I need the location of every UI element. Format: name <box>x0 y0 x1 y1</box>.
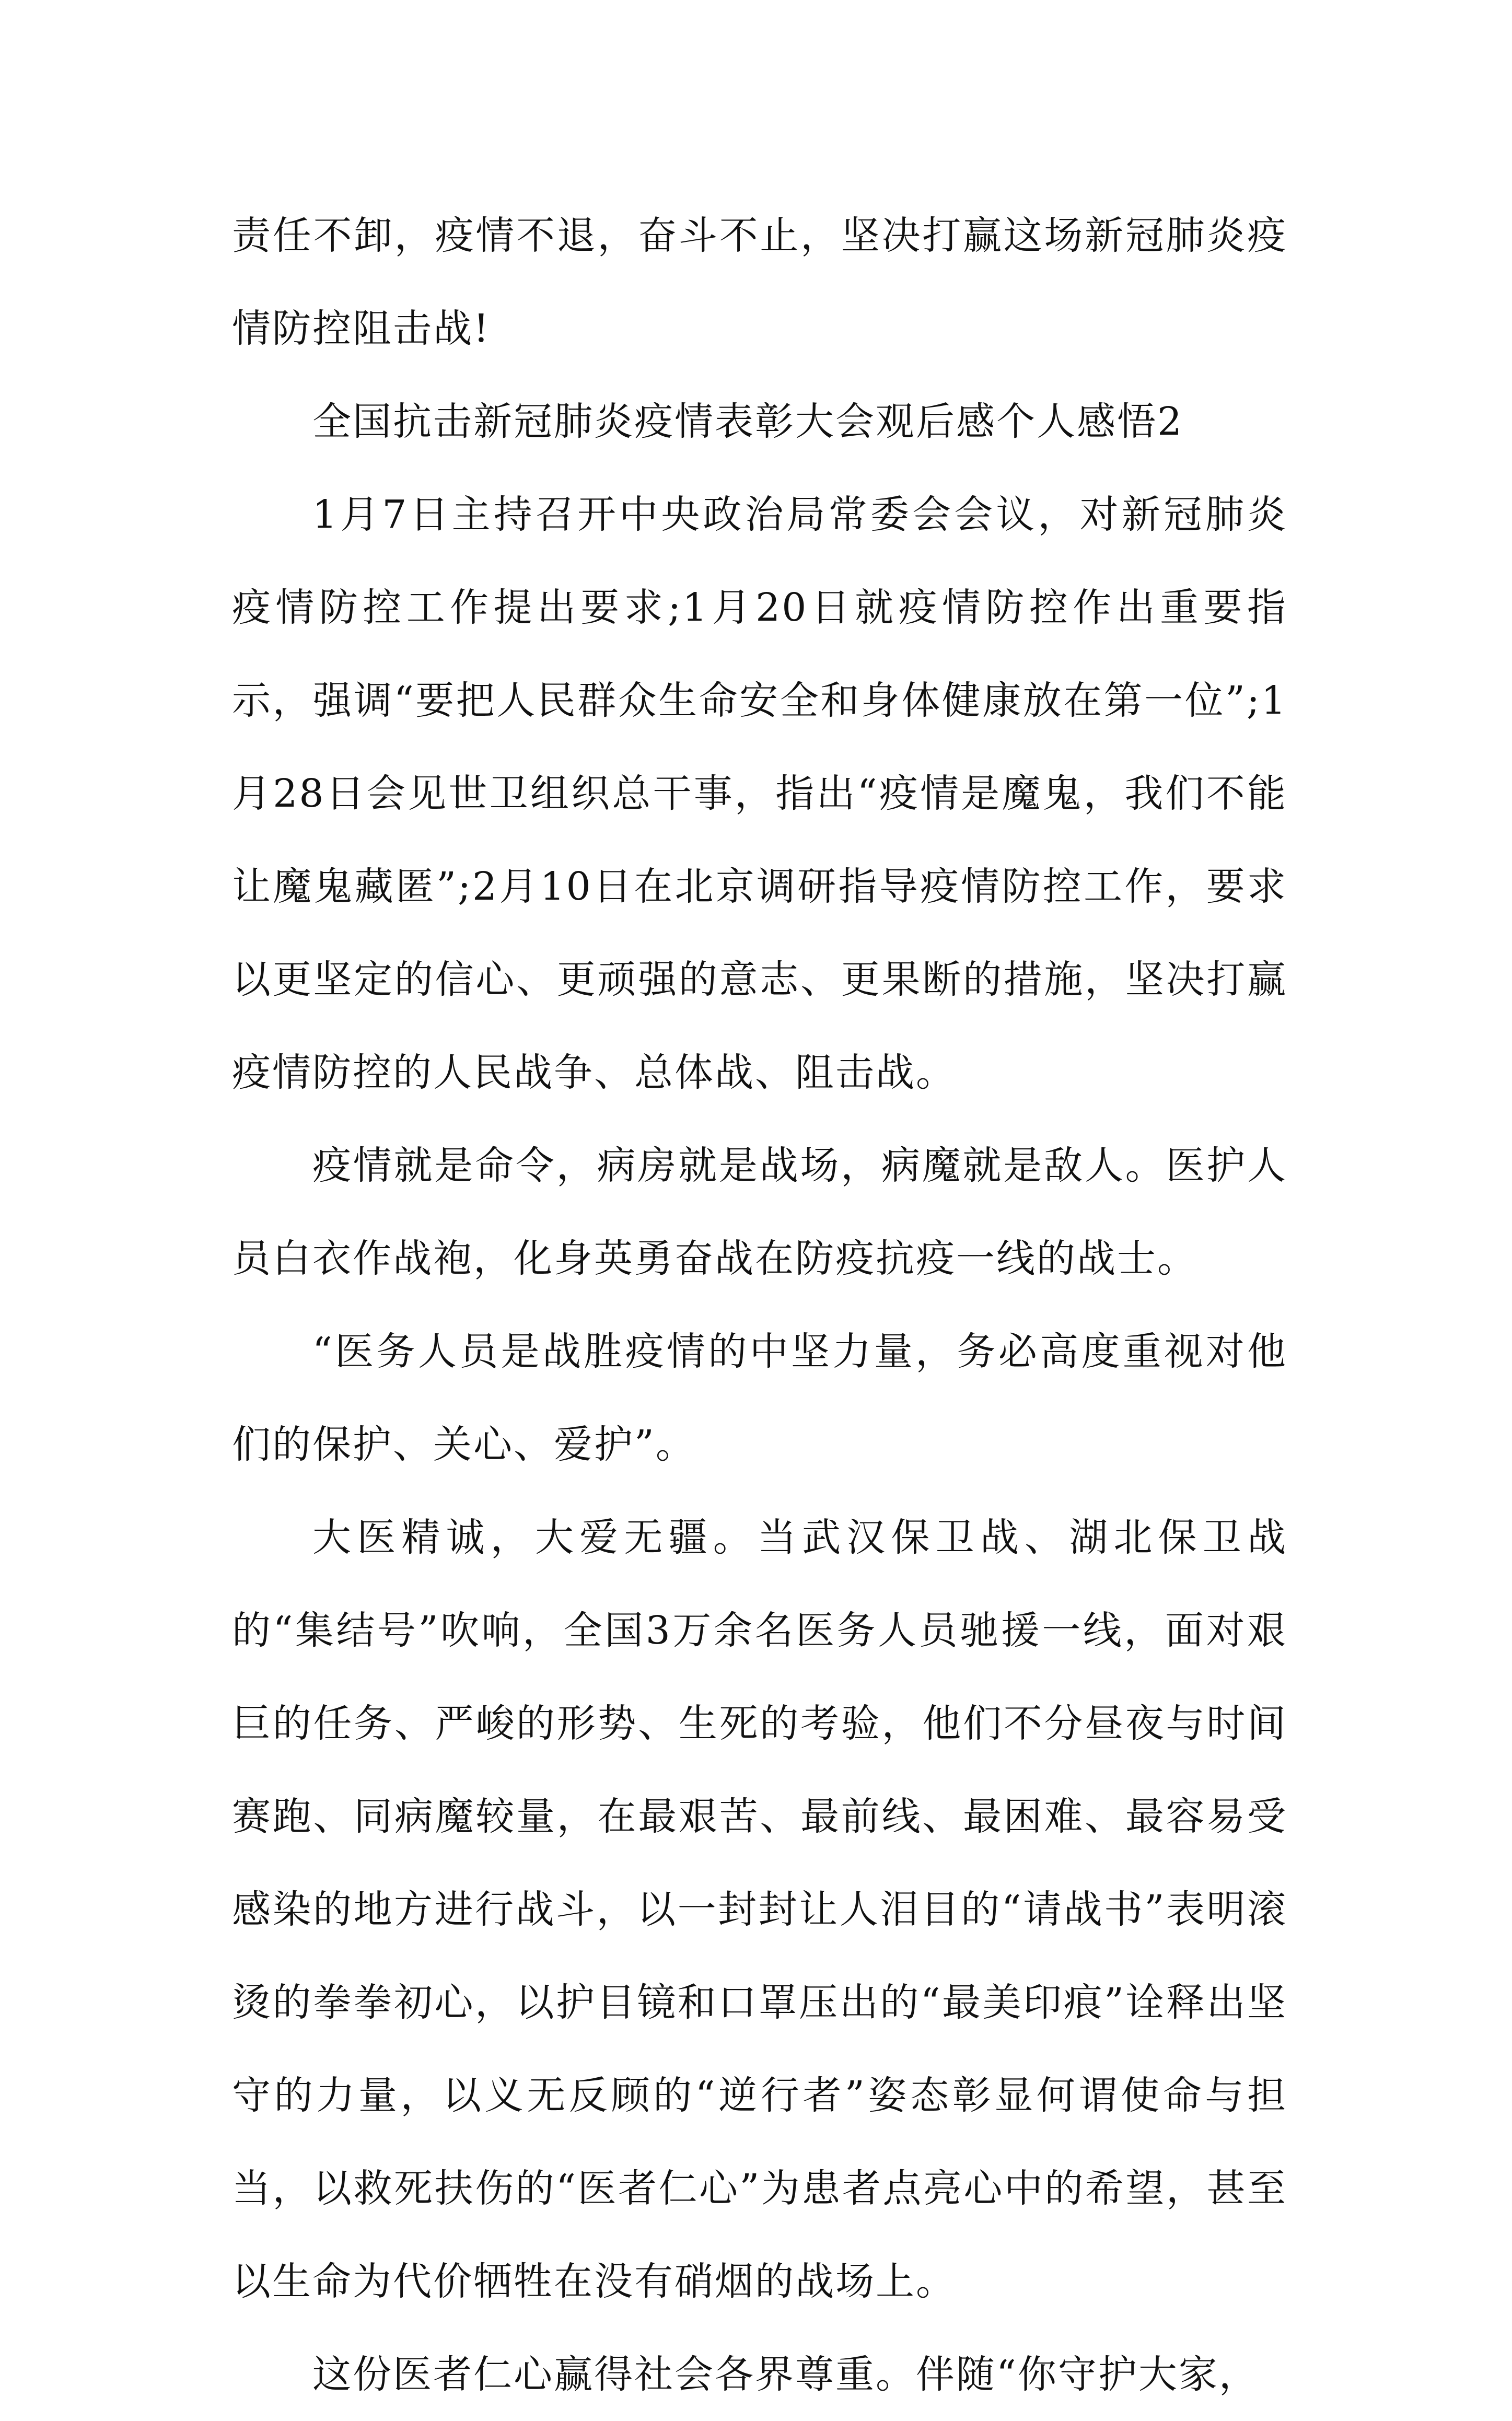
paragraph-command: 疫情就是命令，病房就是战场，病魔就是敌人。医护人员白衣作战袍，化身英勇奋战在防疫抗疫一线的战士。 <box>232 1143 1287 1281</box>
paragraph-respect: 这份医者仁心赢得社会各界尊重。伴随“你守护大家， <box>312 2352 1259 2397</box>
paragraph-medical-staff: 大医精诚，大爱无疆。当武汉保卫战、湖北保卫战的“集结号”吹响，全国3万余名医务人员驰援一线，面对艰巨的任务、严峻的形势、生死的考验，他们不分昼夜与时间赛跑、同病魔较量，在最艰苦、最前线、最困难、最容易受感染的地方进行战斗，以一封封让人泪目的“请战书”表明滚烫的拳拳初心，以护目镜和口罩压出的“最美印痕”诠释出坚守的力量，以义无反顾的“逆行者”姿态彰显何谓使命与担当，以救死扶伤的“医者仁心”为患者点亮心中的希望，甚至以生命为代价牺牲在没有硝烟的战场上。 <box>232 1515 1287 2304</box>
paragraph-quote: “医务人员是战胜疫情的中坚力量，务必高度重视对他们的保护、关心、爱护”。 <box>232 1329 1287 1467</box>
paragraph-instructions: 1月7日主持召开中央政治局常委会会议，对新冠肺炎疫情防控工作提出要求;1月20日就疫情防控作出重要指示，强调“要把人民群众生命安全和身体健康放在第一位”;1月28日会见世卫组织总干事，指出“疫情是魔鬼，我们不能让魔鬼藏匿”;2月10日在北京调研指导疫情防控工作，要求以更坚定的信心、更顽强的意志、更果断的措施，坚决打赢疫情防控的人民战争、总体战、阻击战。 <box>232 492 1287 1095</box>
paragraph-continuation: 责任不卸，疫情不退，奋斗不止，坚决打赢这场新冠肺炎疫情防控阻击战! <box>232 213 1287 351</box>
section-heading: 全国抗击新冠肺炎疫情表彰大会观后感个人感悟2 <box>312 399 1184 444</box>
document-body <box>232 189 1287 2421</box>
